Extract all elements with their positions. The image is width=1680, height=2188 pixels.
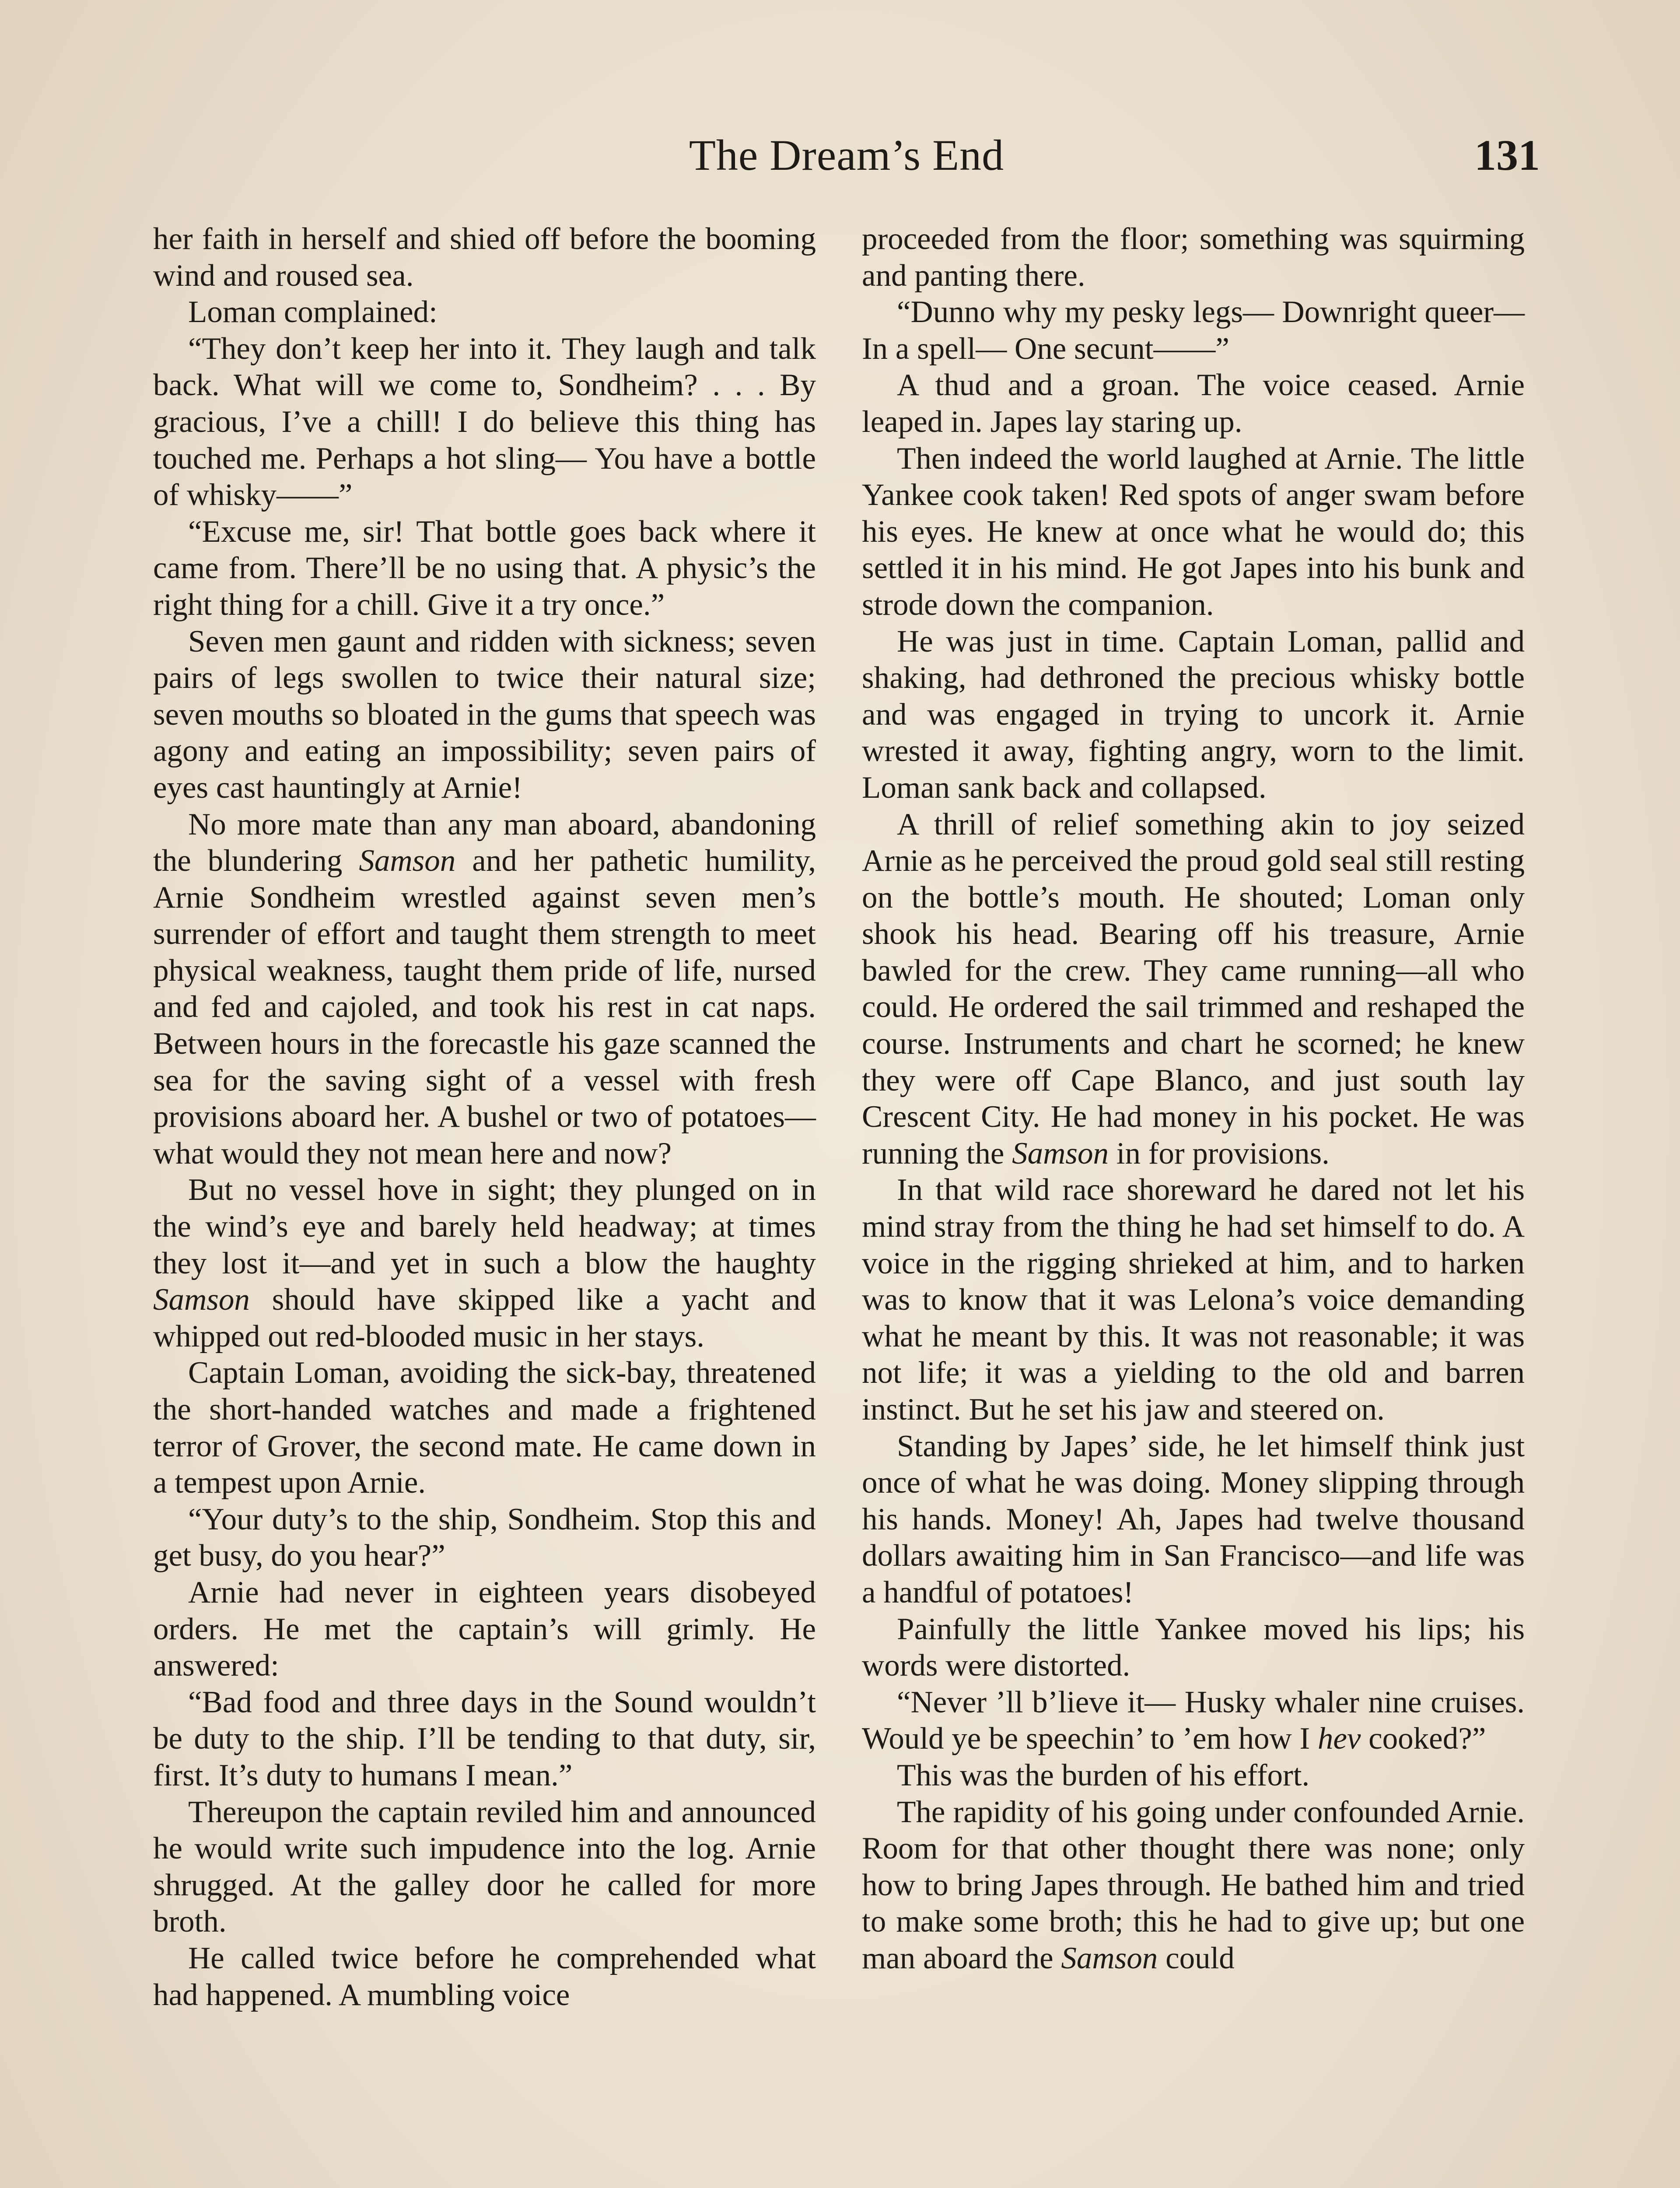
- paragraph: The rapidity of his going under confounded Arnie. Room for that other thought there was none; only how to bring Japes through. He bathed him and tried to make some broth; this he had to give up; but one man aboard the Samson could: [862, 1795, 1525, 1975]
- paragraph: “Excuse me, sir! That bottle goes back where it came from. There’ll be no using that. A physic’s the right thing for a chill. Give it a try once.”: [153, 514, 816, 622]
- ship-name: Samson: [1061, 1941, 1158, 1975]
- paragraph: This was the burden of his effort.: [897, 1758, 1310, 1792]
- running-head: [153, 127, 1540, 184]
- ship-name: Samson: [153, 1283, 250, 1317]
- paragraph: A thrill of relief something akin to joy seized Arnie as he perceived the proud gold seal still resting on the bottle’s mouth. He shouted; Loman only shook his head. Bearing off his treasure, Arnie bawled for the crew. They came running—all who could. He ordered the sail trimmed and reshaped the course. Instruments and chart he scorned; he knew they were off Cape Blanco, and just south lay Crescent City. He had money in his pocket. He was running the Samson in for provisions.: [862, 807, 1525, 1171]
- ship-name: Samson: [1012, 1136, 1109, 1171]
- paragraph: Arnie had never in eighteen years disobeyed orders. He met the captain’s will grimly. He answered:: [153, 1575, 816, 1683]
- paragraph: In that wild race shoreward he dared not let his mind stray from the thing he had set himself to do. A voice in the rigging shrieked at him, and to harken was to know that it was Lelona’s voice demanding what he meant by this. It was not reasonable; it was not life; it was a yielding to the old and barren instinct. But he set his jaw and steered on.: [862, 1173, 1525, 1427]
- paragraph: “Never ’ll b’lieve it— Husky whaler nine cruises. Would ye be speechin’ to ’em how I hev cooked?”: [862, 1685, 1525, 1756]
- paragraph: “Dunno why my pesky legs— Downright queer— In a spell— One secunt——”: [862, 295, 1525, 366]
- paragraph: No more mate than any man aboard, abandoning the blundering Samson and her pathetic humility, Arnie Sondheim wrestled against seven men’s surrender of effort and taught them strength to meet physical weakness, taught them pride of life, nursed and fed and cajoled, and took his rest in cat naps. Between hours in the forecastle his gaze scanned the sea for the saving sight of a vessel with fresh provisions aboard her. A bushel or two of potatoes—what would they not mean here and now?: [153, 807, 816, 1171]
- paragraph: her faith in herself and shied off before the booming wind and roused sea.: [153, 222, 816, 293]
- paragraph: “They don’t keep her into it. They laugh and talk back. What will we come to, Sondheim? . . . By gracious, I’ve a chill! I do believe this thing has touched me. Perhaps a hot sling— You have a bottle of whisky——”: [153, 331, 816, 512]
- page-title: The Dream’s End: [689, 131, 1004, 179]
- paragraph: A thud and a groan. The voice ceased. Arnie leaped in. Japes lay staring up.: [862, 368, 1525, 439]
- paragraph: “Bad food and three days in the Sound wouldn’t be duty to the ship. I’ll be tending to that duty, sir, first. It’s duty to humans I mean.”: [153, 1685, 816, 1792]
- right-column: [862, 221, 1525, 1977]
- paragraph: He was just in time. Captain Loman, pallid and shaking, had dethroned the precious whisky bottle and was engaged in trying to uncork it. Arnie wrested it away, fighting angry, worn to the limit. Loman sank back and collapsed.: [862, 624, 1525, 805]
- paragraph: Thereupon the captain reviled him and announced he would write such impudence into the log. Arnie shrugged. At the galley door he called for more broth.: [153, 1795, 816, 1939]
- paragraph: “Your duty’s to the ship, Sondheim. Stop this and get busy, do you hear?”: [153, 1502, 816, 1573]
- paragraph: Seven men gaunt and ridden with sickness; seven pairs of legs swollen to twice their natural size; seven mouths so bloated in the gums that speech was agony and eating an impossibility; seven pairs of eyes cast hauntingly at Arnie!: [153, 624, 816, 805]
- paragraph: Painfully the little Yankee moved his lips; his words were distorted.: [862, 1612, 1525, 1683]
- paragraph: Standing by Japes’ side, he let himself think just once of what he was doing. Money slipping through his hands. Money! Ah, Japes had twelve thousand dollars awaiting him in San Francisco—and life was a handful of potatoes!: [862, 1429, 1525, 1609]
- paragraph: He called twice before he comprehended what had happened. A mumbling voice: [153, 1941, 816, 2012]
- paragraph: Loman complained:: [188, 295, 438, 330]
- ship-name: Samson: [359, 844, 456, 878]
- page-number: 131: [1474, 131, 1540, 179]
- paragraph: But no vessel hove in sight; they plunged on in the wind’s eye and barely held headway; at times they lost it—and yet in such a blow the haughty Samson should have skipped like a yacht and whipped out red-blooded music in her stays.: [153, 1173, 816, 1353]
- paragraph: Then indeed the world laughed at Arnie. The little Yankee cook taken! Red spots of anger swam before his eyes. He knew at once what he would do; this settled it in his mind. He got Japes into his bunk and strode down the companion.: [862, 441, 1525, 622]
- dialect-word: hev: [1317, 1722, 1361, 1756]
- left-column: [153, 221, 816, 2013]
- paragraph: Captain Loman, avoiding the sick-bay, threatened the short-handed watches and made a frightened terror of Grover, the second mate. He came down in a tempest upon Arnie.: [153, 1356, 816, 1500]
- paragraph: proceeded from the floor; something was squirming and panting there.: [862, 222, 1525, 293]
